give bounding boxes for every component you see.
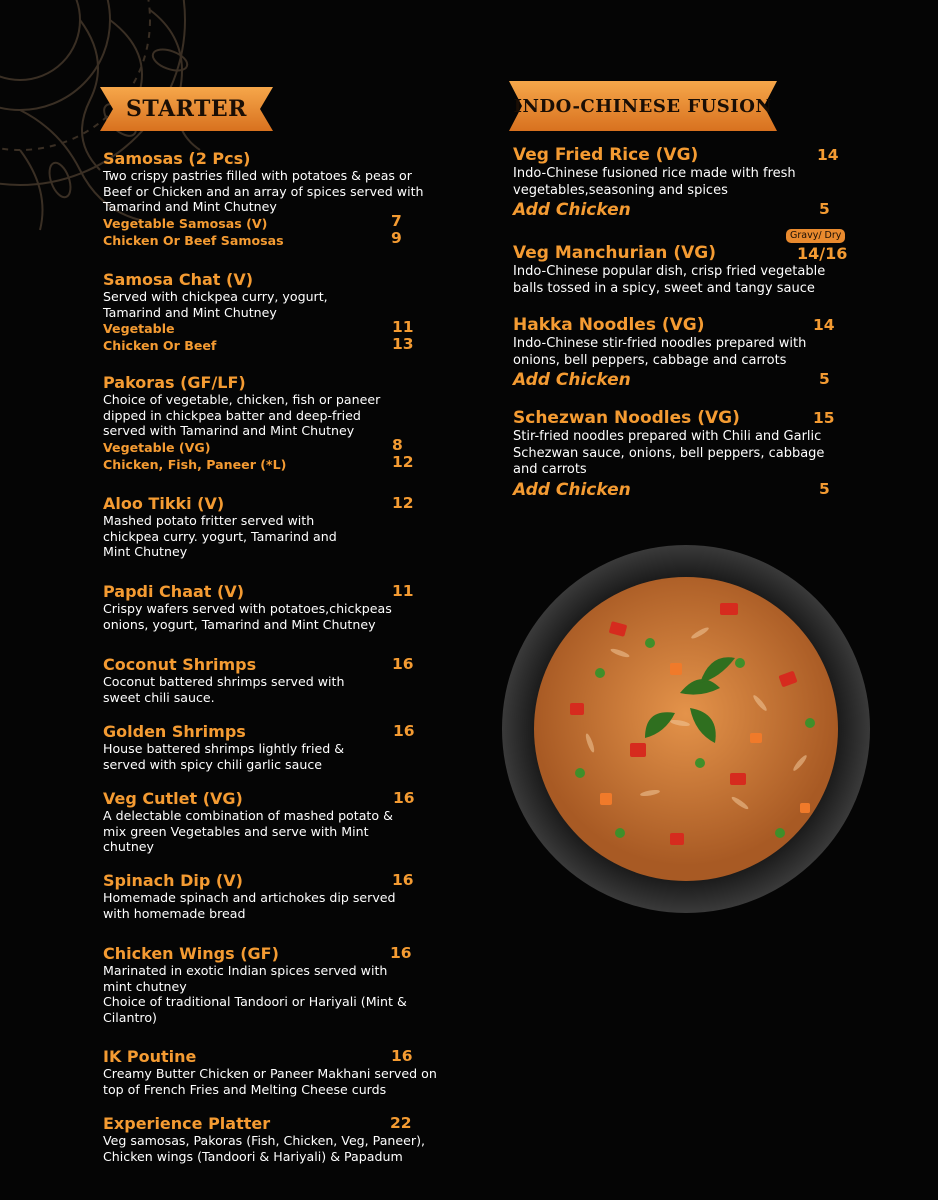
menu-item-samosa-chat xyxy=(103,270,353,354)
menu-item-golden-shrimps xyxy=(103,722,373,772)
item-description: Marinated in exotic Indian spices served with mint chutney xyxy=(103,963,388,994)
item-name: Veg Fried Rice (VG) xyxy=(513,145,699,165)
item-name: Golden Shrimps xyxy=(103,722,246,741)
item-description: A delectable combination of mashed potato & mix green Vegetables and serve with Mint chutney xyxy=(103,808,393,855)
item-description: Crispy wafers served with potatoes,chickpeas onions, yogurt, Tamarind and Mint Chutney xyxy=(103,601,392,632)
item-name: Experience Platter xyxy=(103,1114,271,1133)
item-name: Pakoras (GF/LF) xyxy=(103,373,246,392)
gravy-dry-badge: Gravy/ Dry xyxy=(786,229,845,243)
item-price: 14 xyxy=(817,146,839,164)
item-option: Vegetable xyxy=(103,321,175,337)
item-name: IK Poutine xyxy=(103,1047,197,1066)
add-chicken-option: Add Chicken xyxy=(513,370,631,390)
item-description: Creamy Butter Chicken or Paneer Makhani served on top of French Fries and Melting Cheese curds xyxy=(103,1066,437,1097)
item-name: Veg Manchurian (VG) xyxy=(513,243,716,263)
item-price: 16 xyxy=(390,944,412,962)
add-chicken-option: Add Chicken xyxy=(513,200,631,220)
item-name: Veg Cutlet (VG) xyxy=(103,789,243,808)
item-option: Vegetable Samosas (V) xyxy=(103,215,268,231)
item-description: Veg samosas, Pakoras (Fish, Chicken, Veg, Paneer), Chicken wings (Tandoori & Hariyali) & Papadum xyxy=(103,1133,426,1164)
menu-item-chicken-wings xyxy=(103,944,413,1025)
item-name: Samosa Chat (V) xyxy=(103,270,254,289)
item-description: Indo-Chinese fusioned rice made with fresh vegetables,seasoning and spices xyxy=(513,166,796,198)
option-price: 11 xyxy=(392,318,414,336)
item-option: Chicken Or Beef Samosas xyxy=(103,232,284,248)
item-price: 14 xyxy=(813,316,835,334)
item-description: Stir-fried noodles prepared with Chili and Garlic Schezwan sauce, onions, bell peppers, cabbage and carrots xyxy=(513,429,825,477)
item-price: 16 xyxy=(392,655,414,673)
item-name: Hakka Noodles (VG) xyxy=(513,315,705,335)
menu-item-pakoras xyxy=(103,373,403,473)
item-name: Samosas (2 Pcs) xyxy=(103,149,251,168)
indo-chinese-title: INDO-CHINESE FUSION xyxy=(513,95,773,117)
fried-rice-bowl-image xyxy=(500,543,872,915)
item-name: Chicken Wings (GF) xyxy=(103,944,279,963)
menu-item-papdi-chaat xyxy=(103,582,413,632)
item-description: Choice of vegetable, chicken, fish or paneer dipped in chickpea batter and deep-fried served with Tamarind and Mint Chutney xyxy=(103,392,381,439)
item-option: Chicken, Fish, Paneer (*L) xyxy=(103,456,287,472)
indo-chinese-banner xyxy=(509,81,777,131)
option-price: 7 xyxy=(391,212,402,230)
addon-price: 5 xyxy=(819,480,830,498)
addon-price: 5 xyxy=(819,370,830,388)
item-option: Chicken Or Beef xyxy=(103,338,217,354)
option-price: 9 xyxy=(391,229,402,247)
item-description: Indo-Chinese popular dish, crisp fried vegetable balls tossed in a spicy, sweet and tangy sauce xyxy=(513,264,826,296)
item-description-extra: Choice of traditional Tandoori or Hariyali (Mint & Cilantro) xyxy=(103,994,407,1025)
item-price: 16 xyxy=(391,1047,413,1065)
option-price: 12 xyxy=(392,453,414,471)
item-price: 11 xyxy=(392,582,414,600)
item-description: Homemade spinach and artichokes dip served with homemade bread xyxy=(103,890,396,921)
item-price: 22 xyxy=(390,1114,412,1132)
menu-item-schezwan-noodles xyxy=(513,408,833,501)
item-description: Indo-Chinese stir-fried noodles prepared with onions, bell peppers, cabbage and carrots xyxy=(513,336,807,368)
item-description: Served with chickpea curry, yogurt, Tamarind and Mint Chutney xyxy=(103,289,328,320)
menu-item-coconut-shrimps xyxy=(103,655,373,705)
item-name: Aloo Tikki (V) xyxy=(103,494,225,513)
item-description: Coconut battered shrimps served with sweet chili sauce. xyxy=(103,674,345,705)
item-name: Coconut Shrimps xyxy=(103,655,257,674)
item-price: 12 xyxy=(392,494,414,512)
item-description: House battered shrimps lightly fried & served with spicy chili garlic sauce xyxy=(103,741,345,772)
item-price: 16 xyxy=(393,722,415,740)
menu-item-veg-fried-rice xyxy=(513,145,813,221)
item-price: 16 xyxy=(392,871,414,889)
item-price: 14/16 xyxy=(797,244,848,263)
menu-item-spinach-dip xyxy=(103,871,423,921)
starter-banner xyxy=(100,87,273,131)
starter-title: STARTER xyxy=(126,96,247,122)
item-description: Mashed potato fritter served with chickpea curry. yogurt, Tamarind and Mint Chutney xyxy=(103,513,337,560)
item-option: Vegetable (VG) xyxy=(103,439,211,455)
item-price: 16 xyxy=(393,789,415,807)
option-price: 8 xyxy=(392,436,403,454)
item-description: Two crispy pastries filled with potatoes & peas or Beef or Chicken and an array of spices served with Tamarind and Mint Chutney xyxy=(103,168,424,215)
item-name: Papdi Chaat (V) xyxy=(103,582,245,601)
add-chicken-option: Add Chicken xyxy=(513,479,631,500)
menu-item-aloo-tikki xyxy=(103,494,353,560)
item-name: Spinach Dip (V) xyxy=(103,871,243,890)
menu-item-hakka-noodles xyxy=(513,315,848,391)
menu-item-veg-cutlet xyxy=(103,789,398,855)
addon-price: 5 xyxy=(819,200,830,218)
item-name: Schezwan Noodles (VG) xyxy=(513,408,740,428)
item-price: 15 xyxy=(813,409,835,427)
option-price: 13 xyxy=(392,335,414,353)
